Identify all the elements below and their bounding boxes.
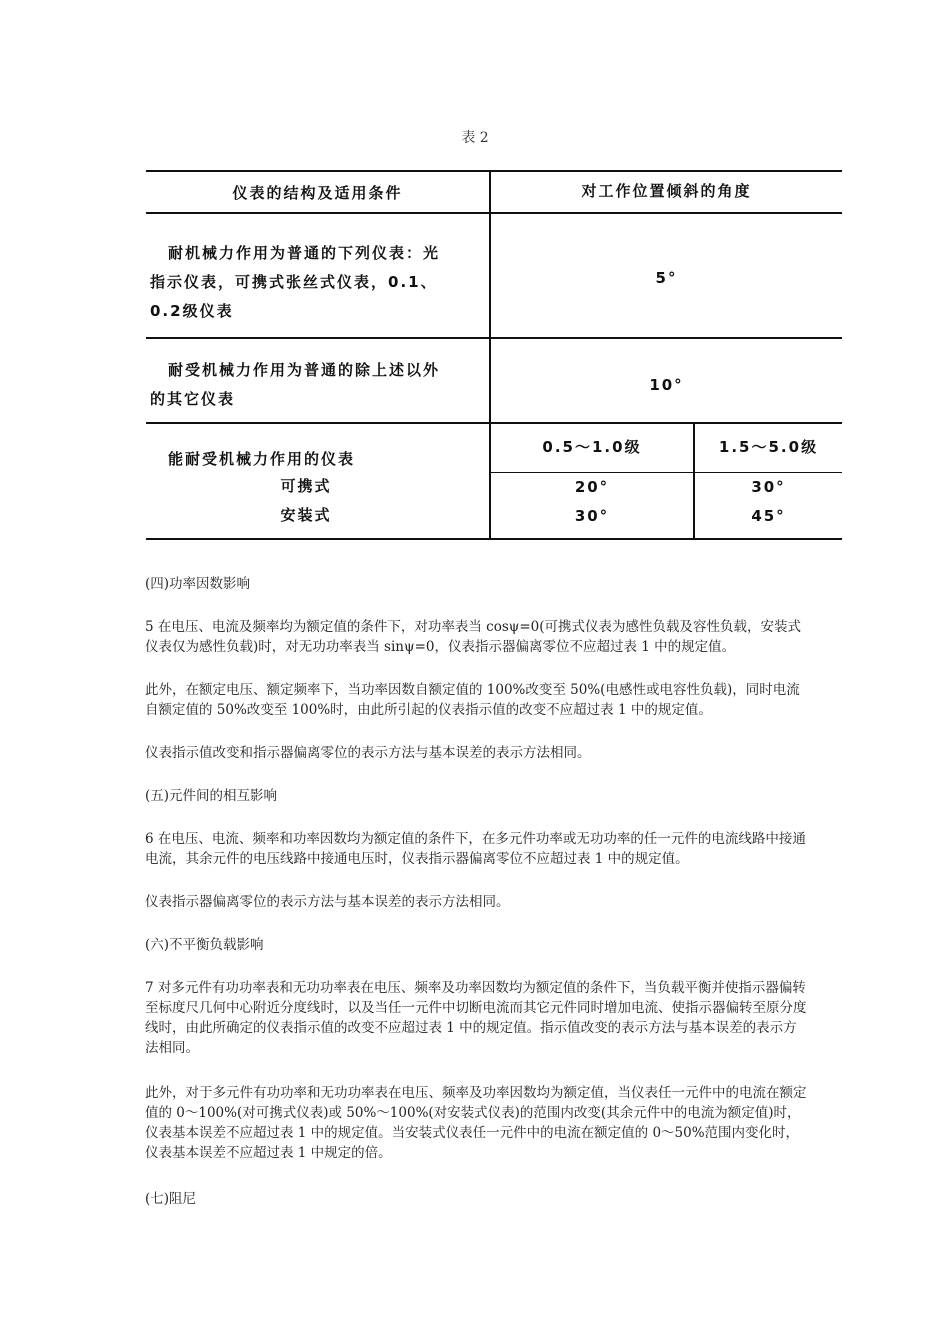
paragraph: 此外，对于多元件有功功率和无功功率表在电压、频率及功率因数均为额定值，当仪表任一元件中的电流在额定值的 0～100%(对可携式仪表)或 50%～100%(对安装式仪表)的范围内改变(其余元件中的电流为额定值)时，仪表基本误差不应超过表 1 中的规定值。当安装式仪表任一元件中的电流在额定值的 0～50%范围内变化时，仪表基本误差不应超过表 1 中规定的倍。 [145,1085,807,1161]
table-row-rule [146,422,842,424]
row2-line2: 的其它仪表 [150,390,236,408]
installed-angle-a: 30° [574,507,610,525]
section-heading-unbalanced-load: (六)不平衡负载影响 [145,937,264,953]
table-row-rule [146,337,842,339]
row1-line3: 0.2级仪表 [150,302,234,320]
table-bottom-rule [146,538,842,540]
installed-label: 安装式 [280,506,332,524]
table-subheader-rule [491,472,842,473]
subheader-grade-a: 0.5～1.0级 [542,438,642,456]
row1-angle: 5° [655,269,678,287]
section-heading-interaction: (五)元件间的相互影响 [145,788,278,804]
row2-angle: 10° [649,376,684,394]
portable-angle-a: 20° [574,478,610,496]
paragraph: 7 对多元件有功功率表和无功功率表在电压、频率及功率因数均为额定值的条件下，当负载平衡并使指示器偏转至标度尺几何中心附近分度线时，以及当任一元件中切断电流而其它元件同时增加电流、使指示器偏转至原分度线时，由此所确定的仪表指示值的改变不应超过表 1 中的规定值。指示值改变的表示方法与基本误差的表示方法相同。 [145,980,807,1056]
table-header-rule [146,212,842,214]
section-heading-damping: (七)阻尼 [145,1191,197,1207]
subheader-grade-b: 1.5～5.0级 [718,438,819,456]
header-conditions: 仪表的结构及适用条件 [232,184,403,202]
table-top-rule [146,170,842,172]
paragraph: 5 在电压、电流及频率均为额定值的条件下，对功率表当 cosψ=0(可携式仪表为感性负载及容性负载，安装式仪表仅为感性负载)时，对无功功率表当 sinψ=0，仪表指示器偏离零位不应超过表 1 中的规定值。 [145,619,802,655]
installed-angle-b: 45° [751,507,786,525]
section-heading-power-factor: (四)功率因数影响 [145,576,251,592]
row1-line1: 耐机械力作用为普通的下列仪表：光 [168,244,441,262]
row1-line2: 指示仪表，可携式张丝式仪表，0.1、 [150,273,438,291]
row2-line1: 耐受机械力作用为普通的除上述以外 [168,361,441,379]
portable-label: 可携式 [280,477,332,495]
row3-label: 能耐受机械力作用的仪表 [168,450,356,468]
paragraph: 仪表指示值改变和指示器偏离零位的表示方法与基本误差的表示方法相同。 [145,745,591,761]
paragraph: 6 在电压、电流、频率和功率因数均为额定值的条件下，在多元件功率或无功功率的任一元件的电流线路中接通电流，其余元件的电压线路中接通电压时，仪表指示器偏离零位不应超过表 1 中的规定值。 [145,831,806,867]
portable-angle-b: 30° [751,478,786,496]
angle-table [146,170,842,540]
header-angle: 对工作位置倾斜的角度 [581,182,752,200]
paragraph: 此外，在额定电压、额定频率下，当功率因数自额定值的 100%改变至 50%(电感性或电容性负载)，同时电流自额定值的 50%改变至 100%时，由此所引起的仪表指示值的改变不应超过表 1 中的规定值。 [145,682,800,718]
table-caption: 表 2 [461,130,489,146]
paragraph: 仪表指示器偏离零位的表示方法与基本误差的表示方法相同。 [145,894,510,910]
